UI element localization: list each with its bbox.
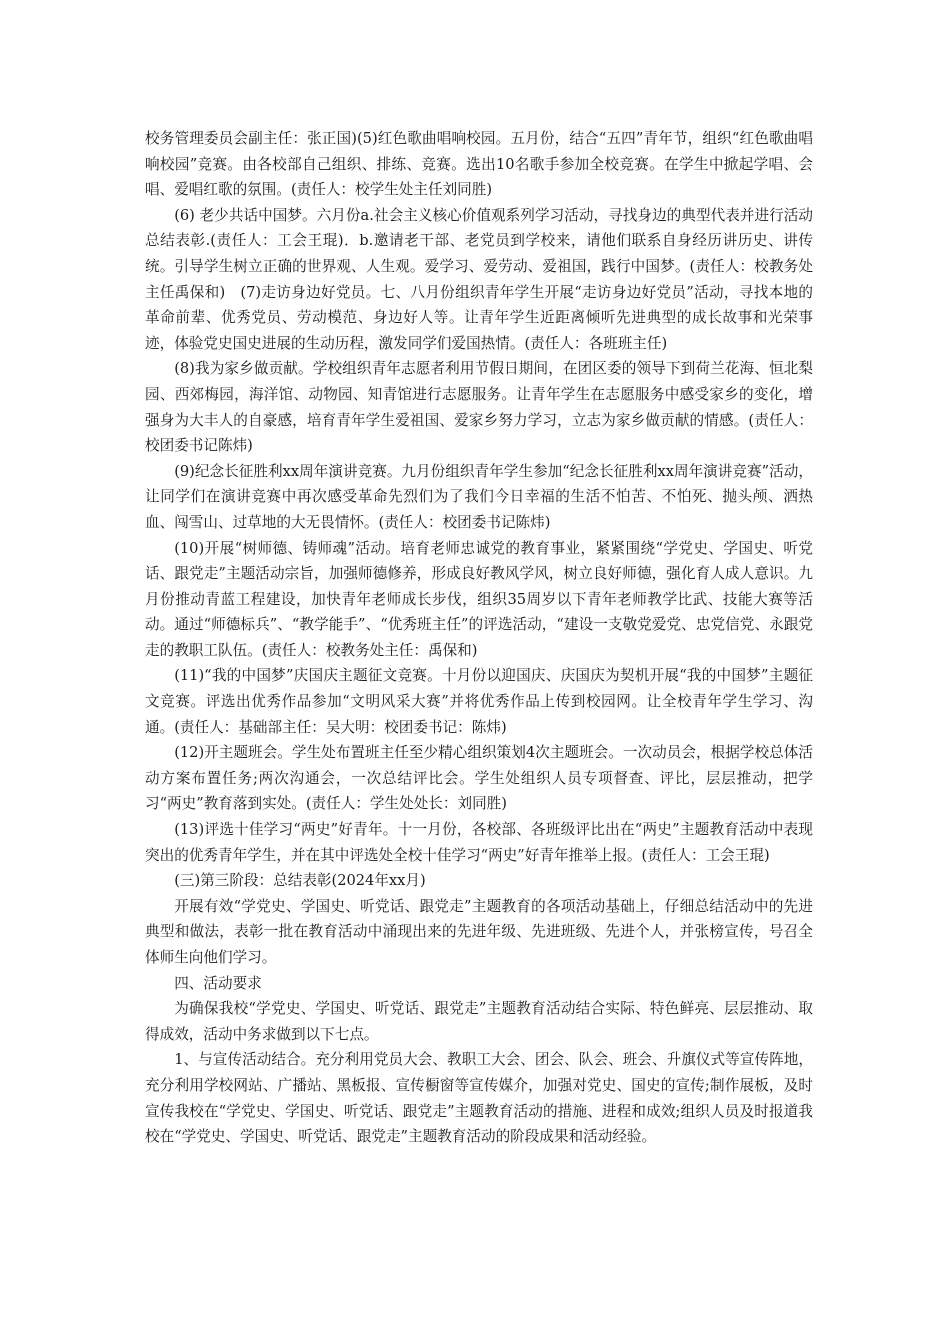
paragraph-summary-commendation: 开展有效“学党史、学国史、听党话、跟党走”主题教育的各项活动基础上，仔细总结活动中的先进典型和做法，表彰一批在教育活动中涌现出来的先进年级、先进班级、先进个人，并张榜宣传，号召全体师生向他们学习。: [145, 897, 813, 966]
paragraph-top-ten-youth: (13)评选十佳学习“两史”好青年。十一月份，各校部、各班级评比出在“两史”主题教育活动中表现突出的优秀青年学生，并在其中评选处全校十佳学习“两史”好青年推举上报。(责任人：工会王琨): [145, 821, 813, 864]
section-heading-requirements: 四、活动要求: [174, 974, 262, 992]
paragraph-hometown-contribution: (8)我为家乡做贡献。学校组织青年志愿者利用节假日期间，在团区委的领导下到荷兰花海、恒北梨园、西郊梅园，海洋馆、动物园、知青馆进行志愿服务。让青年学生在志愿服务中感受家乡的变化，增强身为大丰人的自豪感，培育青年学生爱祖国、爱家乡努力学习，立志为家乡做贡献的情感。(责任人：校团委书记陈炜): [145, 360, 813, 455]
section-heading-third-stage: (三)第三阶段：总结表彰(2024年xx月): [174, 872, 426, 890]
paragraph-teacher-ethics: (10)开展“树师德、铸师魂”活动。培育老师忠诚党的教育事业，紧紧围绕“学党史、学国史、听党话、跟党走”主题活动宗旨，加强师德修养，形成良好教风学风，树立良好师德，强化育人成人意识。九月份推动青蓝工程建设，加快青年老师成长步伐，组织35周岁以下青年老师教学比武、技能大赛等活动。通过“师德标兵”、“教学能手”、“优秀班主任”的评选活动，“建设一支敬党爱党、忠党信党、永跟党走的教职工队伍。(责任人：校教务处主任：禹保和): [145, 539, 813, 659]
paragraph-red-songs: 校务管理委员会副主任：张正国)(5)红色歌曲唱响校园。五月份，结合“五四”青年节，组织“红色歌曲唱响校园”竞赛。由各校部自己组织、排练、竞赛。选出10名歌手参加全校竞赛。在学生中掀起学唱、会唱、爱唱红歌的氛围。(责任人：校学生处主任刘同胜): [145, 130, 813, 199]
paragraph-long-march-speech: (9)纪念长征胜利xx周年演讲竞赛。九月份组织青年学生参加“纪念长征胜利xx周年演讲竞赛”活动，让同学们在演讲竞赛中再次感受革命先烈们为了我们今日幸福的生活不怕苦、不怕死、抛头颅、洒热血、闯雪山、过草地的大无畏情怀。(责任人：校团委书记陈炜): [145, 462, 813, 531]
paragraph-theme-class-meeting: (12)开主题班会。学生处布置班主任至少精心组织策划4次主题班会。一次动员会，根据学校总体活动方案布置任务;两次沟通会，一次总结评比会。学生处组织人员专项督查、评比，层层推动，把学习“两史”教育落到实处。(责任人：学生处处长：刘同胜): [145, 744, 813, 813]
document-body: [145, 126, 813, 1150]
paragraph-requirements-intro: 为确保我校“学党史、学国史、听党话、跟党走”主题教育活动结合实际、特色鲜亮、层层推动、取得成效，活动中务求做到以下七点。: [145, 1000, 813, 1043]
paragraph-essay-contest: (11)“我的中国梦”庆国庆主题征文竞赛。十月份以迎国庆、庆国庆为契机开展“我的中国梦”主题征文竞赛。评选出优秀作品参加“文明风采大赛”并将优秀作品上传到校园网。让全校青年学生学习、沟通。(责任人：基础部主任：吴大明：校团委书记：陈炜): [145, 667, 813, 736]
paragraph-requirement-publicity: 1、与宣传活动结合。充分利用党员大会、教职工大会、团会、队会、班会、升旗仪式等宣传阵地，充分利用学校网站、广播站、黑板报、宣传橱窗等宣传媒介，加强对党史、国史的宣传;制作展板，及时宣传我校在“学党史、学国史、听党话、跟党走”主题教育活动的措施、进程和成效;组织人员及时报道我校在“学党史、学国史、听党话、跟党走”主题教育活动的阶段成果和活动经验。: [145, 1051, 813, 1146]
paragraph-chinese-dream-and-party-members: (6) 老少共话中国梦。六月份a.社会主义核心价值观系列学习活动，寻找身边的典型代表并进行活动总结表彰.(责任人：工会王琨)．b.邀请老干部、老党员到学校来，请他们联系自身经历讲历史、讲传统。引导学生树立正确的世界观、人生观。爱学习、爱劳动、爱祖国，践行中国梦。(责任人：校教务处主任禹保和) (7)走访身边好党员。七、八月份组织青年学生开展“走访身边好党员”活动，寻找本地的革命前辈、优秀党员、劳动模范、身边好人等。让青年学生近距离倾听先进典型的成长故事和光荣事迹，体验党史国史进展的生动历程，激发同学们爱国热情。(责任人：各班班主任): [145, 206, 813, 352]
